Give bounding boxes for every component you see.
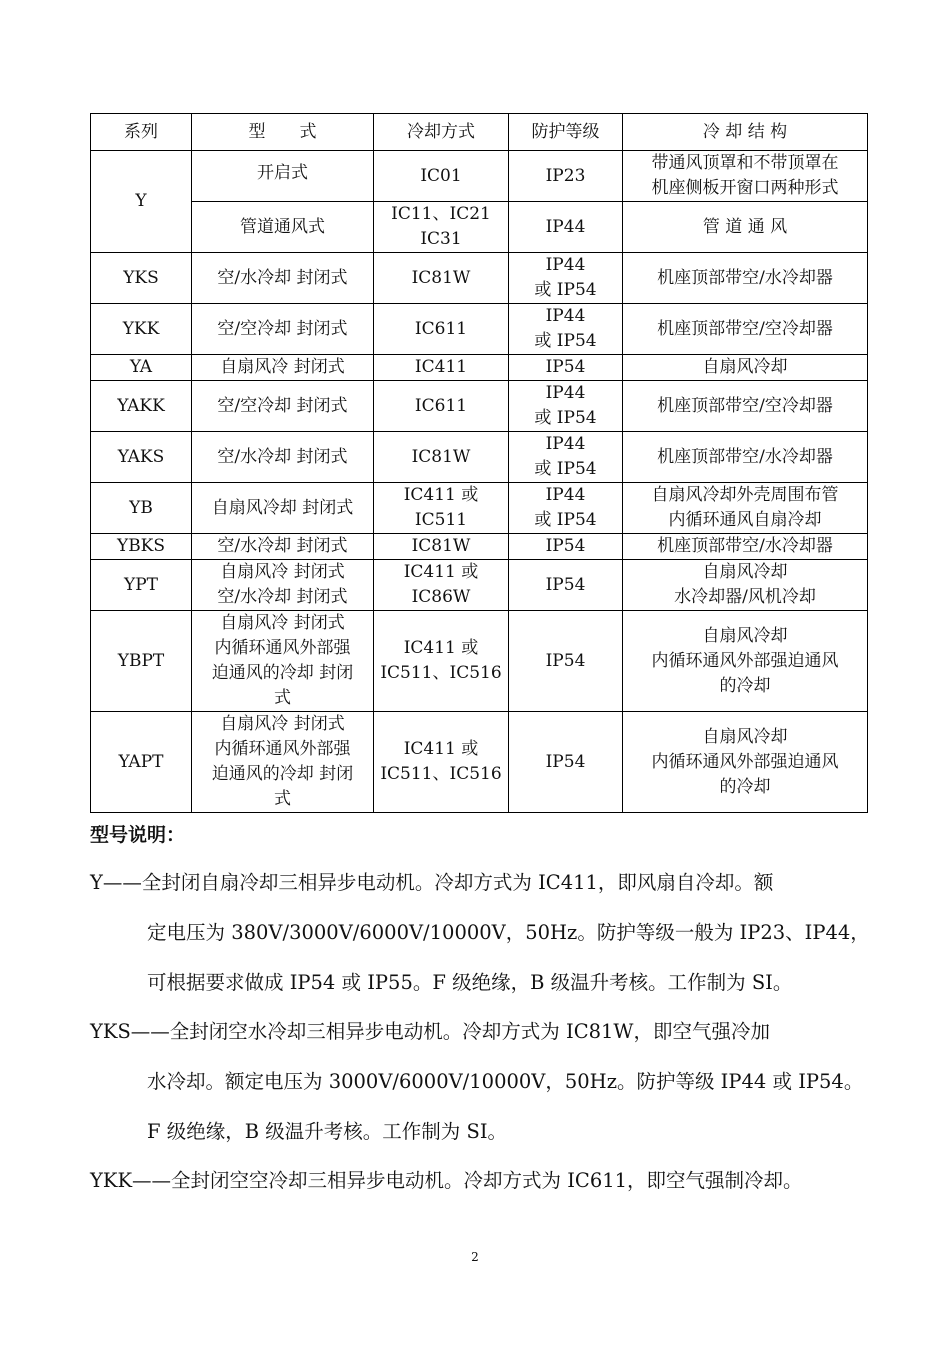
header-series: 系列 bbox=[91, 114, 192, 151]
note-paragraph-y bbox=[90, 858, 870, 1008]
note-line: YKK——全封闭空空冷却三相异步电动机。冷却方式为 IC611，即空气强制冷却。 bbox=[90, 1169, 803, 1192]
table-row bbox=[91, 304, 868, 355]
table-row bbox=[91, 483, 868, 534]
type-cell: 自扇风冷 封闭式 bbox=[192, 355, 374, 381]
motor-spec-table bbox=[90, 113, 868, 813]
structure-cell: 自扇风冷却 内循环通风外部强迫通风 的冷却 bbox=[623, 611, 868, 712]
table-row bbox=[91, 560, 868, 611]
cooling-cell: IC411 或 IC511 bbox=[374, 483, 509, 534]
structure-cell: 机座顶部带空/水冷却器 bbox=[623, 534, 868, 560]
note-line: Y——全封闭自扇冷却三相异步电动机。冷却方式为 IC411，即风扇自冷却。额 bbox=[90, 871, 774, 894]
table-row bbox=[91, 355, 868, 381]
protection-cell: IP44 或 IP54 bbox=[509, 432, 623, 483]
type-cell: 自扇风冷 封闭式 空/水冷却 封闭式 bbox=[192, 560, 374, 611]
cooling-cell: IC11、IC21 IC31 bbox=[374, 202, 509, 253]
structure-cell: 带通风顶罩和不带顶罩在 机座侧板开窗口两种形式 bbox=[623, 151, 868, 202]
series-cell: Y bbox=[91, 151, 192, 253]
header-cooling-method: 冷却方式 bbox=[374, 114, 509, 151]
type-cell: 空/水冷却 封闭式 bbox=[192, 534, 374, 560]
header-protection-class: 防护等级 bbox=[509, 114, 623, 151]
header-cooling-structure: 冷 却 结 构 bbox=[623, 114, 868, 151]
table-row bbox=[91, 381, 868, 432]
structure-cell: 自扇风冷却 bbox=[623, 355, 868, 381]
cooling-cell: IC611 bbox=[374, 304, 509, 355]
type-cell: 空/空冷却 封闭式 bbox=[192, 304, 374, 355]
note-line: 定电压为 380V/3000V/6000V/10000V，50Hz。防护等级一般为 IP23、IP44， bbox=[147, 921, 870, 944]
structure-cell: 自扇风冷却 水冷却器/风机冷却 bbox=[623, 560, 868, 611]
note-paragraph-yks bbox=[90, 1007, 865, 1157]
series-cell: YKK bbox=[91, 304, 192, 355]
type-cell: 自扇风冷却 封闭式 bbox=[192, 483, 374, 534]
structure-cell: 管 道 通 风 bbox=[623, 202, 868, 253]
series-cell: YPT bbox=[91, 560, 192, 611]
protection-cell: IP44 或 IP54 bbox=[509, 381, 623, 432]
series-cell: YBPT bbox=[91, 611, 192, 712]
note-line: 水冷却。额定电压为 3000V/6000V/10000V，50Hz。防护等级 IP44 或 IP54。 bbox=[147, 1070, 864, 1093]
type-cell: 开启式 bbox=[192, 151, 374, 202]
structure-cell: 自扇风冷却 内循环通风外部强迫通风 的冷却 bbox=[623, 712, 868, 813]
series-cell: YAPT bbox=[91, 712, 192, 813]
protection-cell: IP54 bbox=[509, 611, 623, 712]
protection-cell: IP54 bbox=[509, 560, 623, 611]
protection-cell: IP54 bbox=[509, 534, 623, 560]
series-cell: YAKS bbox=[91, 432, 192, 483]
series-cell: YBKS bbox=[91, 534, 192, 560]
protection-cell: IP23 bbox=[509, 151, 623, 202]
type-cell: 空/空冷却 封闭式 bbox=[192, 381, 374, 432]
note-line: F 级绝缘，B 级温升考核。工作制为 SI。 bbox=[147, 1120, 508, 1143]
structure-cell: 机座顶部带空/空冷却器 bbox=[623, 381, 868, 432]
table-row bbox=[91, 202, 868, 253]
protection-cell: IP44 或 IP54 bbox=[509, 304, 623, 355]
structure-cell: 机座顶部带空/水冷却器 bbox=[623, 432, 868, 483]
type-cell: 空/水冷却 封闭式 bbox=[192, 432, 374, 483]
series-cell: YA bbox=[91, 355, 192, 381]
table-row bbox=[91, 432, 868, 483]
type-cell: 自扇风冷 封闭式 内循环通风外部强 迫通风的冷却 封闭 式 bbox=[192, 712, 374, 813]
table-row bbox=[91, 151, 868, 202]
type-cell: 自扇风冷 封闭式 内循环通风外部强 迫通风的冷却 封闭 式 bbox=[192, 611, 374, 712]
series-cell: YKS bbox=[91, 253, 192, 304]
cooling-cell: IC411 或 IC511、IC516 bbox=[374, 611, 509, 712]
structure-cell: 自扇风冷却外壳周围布管 内循环通风自扇冷却 bbox=[623, 483, 868, 534]
header-type: 型 式 bbox=[192, 114, 374, 151]
table-row bbox=[91, 611, 868, 712]
cooling-cell: IC411 或 IC511、IC516 bbox=[374, 712, 509, 813]
structure-cell: 机座顶部带空/水冷却器 bbox=[623, 253, 868, 304]
protection-cell: IP44 或 IP54 bbox=[509, 253, 623, 304]
table-row bbox=[91, 534, 868, 560]
note-paragraph-ykk bbox=[90, 1156, 865, 1206]
structure-cell: 机座顶部带空/空冷却器 bbox=[623, 304, 868, 355]
table-row bbox=[91, 712, 868, 813]
protection-cell: IP44 或 IP54 bbox=[509, 483, 623, 534]
cooling-cell: IC81W bbox=[374, 534, 509, 560]
model-notes-heading: 型号说明： bbox=[90, 824, 186, 846]
page-number: 2 bbox=[471, 1250, 479, 1264]
table-row bbox=[91, 253, 868, 304]
note-line: YKS——全封闭空水冷却三相异步电动机。冷却方式为 IC81W，即空气强冷加 bbox=[90, 1020, 770, 1043]
protection-cell: IP54 bbox=[509, 355, 623, 381]
type-cell: 空/水冷却 封闭式 bbox=[192, 253, 374, 304]
cooling-cell: IC81W bbox=[374, 253, 509, 304]
table-header-row bbox=[91, 114, 868, 151]
protection-cell: IP44 bbox=[509, 202, 623, 253]
cooling-cell: IC611 bbox=[374, 381, 509, 432]
cooling-cell: IC411 bbox=[374, 355, 509, 381]
note-line: 可根据要求做成 IP54 或 IP55。F 级绝缘，B 级温升考核。工作制为 SI。 bbox=[147, 971, 793, 994]
type-cell: 管道通风式 bbox=[192, 202, 374, 253]
series-cell: YB bbox=[91, 483, 192, 534]
cooling-cell: IC01 bbox=[374, 151, 509, 202]
cooling-cell: IC81W bbox=[374, 432, 509, 483]
protection-cell: IP54 bbox=[509, 712, 623, 813]
series-cell: YAKK bbox=[91, 381, 192, 432]
cooling-cell: IC411 或 IC86W bbox=[374, 560, 509, 611]
